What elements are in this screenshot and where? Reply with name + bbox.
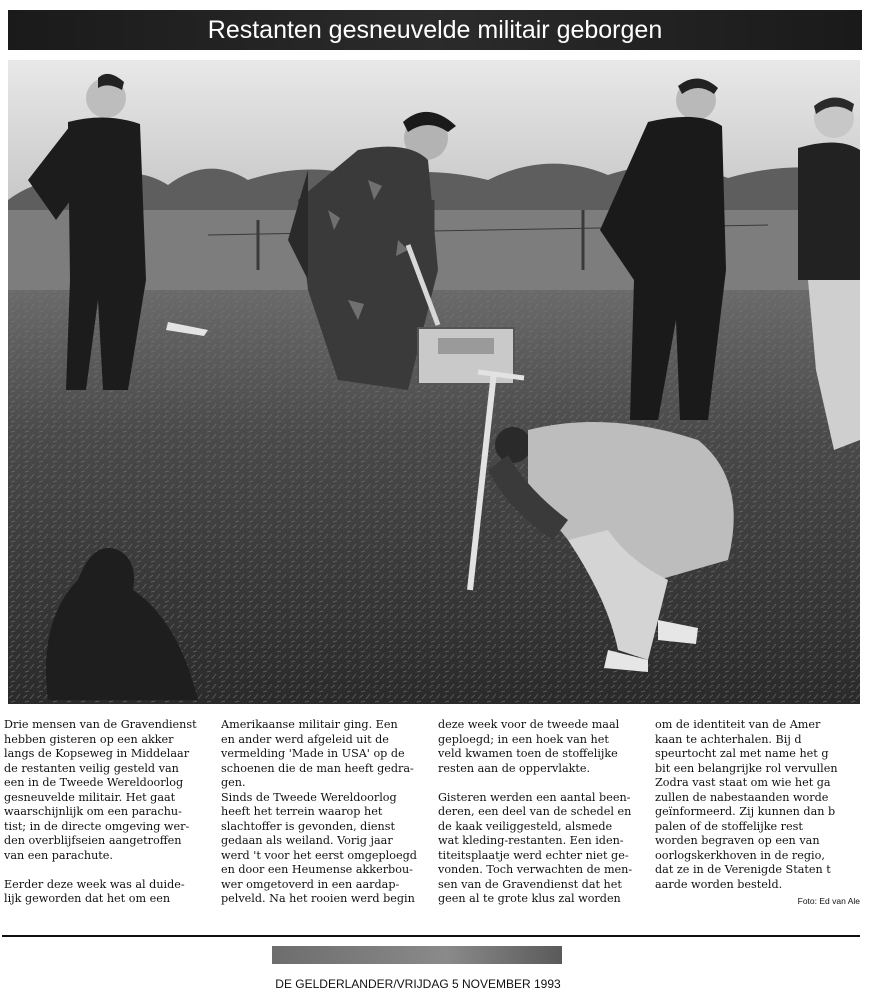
text-line: aarde worden besteld. <box>655 877 783 891</box>
text-line: een in de Tweede Wereldoorlog <box>4 776 184 789</box>
text-line: om de identiteit van de Amer <box>655 718 821 731</box>
text-line: kaan te achterhalen. Bij d <box>655 732 802 746</box>
text-line: Zodra vast staat om wie het ga <box>655 776 831 789</box>
publication-line: DE GELDERLANDER/VRIJDAG 5 NOVEMBER 1993 <box>275 977 561 991</box>
article-column-1 <box>4 718 209 928</box>
text-line: en ander werd afgeleid uit de <box>221 732 389 746</box>
text-line: langs de Kopseweg in Middelaar <box>4 747 190 760</box>
text-line: deze week voor de tweede maal <box>438 718 620 731</box>
text-line: veld kwamen toen de stoffelijke <box>438 747 618 760</box>
text-line: zullen de nabestaanden worde <box>655 790 829 804</box>
text-line: Drie mensen van de Gravendienst <box>4 718 197 731</box>
text-line: vonden. Toch verwachten de men- <box>438 863 633 876</box>
text-line: schoenen die de man heeft gedra- <box>221 761 414 775</box>
text-line: gedaan als weiland. Vorig jaar <box>221 834 393 847</box>
text-line: oorlogskerkhoven in de regio, <box>655 848 825 862</box>
text-line: wer omgetoverd in een aardap- <box>221 877 400 891</box>
text-line: pelveld. Na het rooien werd begin <box>221 892 415 905</box>
text-line: Sinds de Tweede Wereldoorlog <box>221 790 397 804</box>
text-line: deren, een deel van de schedel en <box>438 805 632 818</box>
text-line: de restanten veilig gesteld van <box>4 761 179 775</box>
text-line: bit een belangrijke rol vervullen <box>655 761 838 775</box>
text-line: wat kleding-restanten. Een iden- <box>438 834 624 847</box>
footer-bar <box>272 946 562 964</box>
text-line: hebben gisteren op een akker <box>4 732 174 746</box>
text-line: heeft het terrein waarop het <box>221 805 383 818</box>
text-line: Eerder deze week was al duide- <box>4 877 185 891</box>
paragraph-gap <box>4 863 209 878</box>
article-column-3 <box>438 718 643 928</box>
text-line: dat ze in de Verenigde Staten t <box>655 863 831 876</box>
text-line: slachtoffer is gevonden, dienst <box>221 819 395 833</box>
text-line: speurtocht zal met name het g <box>655 747 829 760</box>
text-line: worden begraven op een van <box>655 834 820 847</box>
text-line: van een parachute. <box>4 848 113 862</box>
news-photo <box>8 60 860 704</box>
text-line: palen of de stoffelijke rest <box>655 819 803 833</box>
headline-banner <box>8 10 862 50</box>
photo-credit: Foto: Ed van Ale <box>797 896 860 906</box>
article-column-2 <box>221 718 426 928</box>
article-body <box>4 718 862 928</box>
article-column-4 <box>655 718 860 928</box>
text-line: vermelding 'Made in USA' op de <box>221 747 405 760</box>
text-line: geploegd; in een hoek van het <box>438 732 609 746</box>
text-line: titeitsplaatje werd echter niet ge- <box>438 848 629 862</box>
divider <box>2 935 860 937</box>
headline: Restanten gesneuvelde militair geborgen <box>207 15 663 44</box>
text-line: Gisteren werden een aantal been- <box>438 790 631 804</box>
text-line: lijk geworden dat het om een <box>4 892 171 905</box>
text-line: den overblijfseien aangetroffen <box>4 834 182 847</box>
text-line: en door een Heumense akkerbou- <box>221 863 413 876</box>
text-line: de kaak veiliggesteld, alsmede <box>438 819 613 833</box>
text-line: tist; in de directe omgeving wer- <box>4 819 190 833</box>
text-line: geïnformeerd. Zij kunnen dan b <box>655 805 836 818</box>
text-line: sen van de Gravendienst dat het <box>438 877 622 891</box>
paragraph-gap <box>438 776 643 791</box>
text-line: geen al te grote klus zal worden <box>438 892 621 905</box>
photo-illustration <box>8 60 860 704</box>
text-line: waarschijnlijk om een parachu- <box>4 805 182 818</box>
text-line: gesneuvelde militair. Het gaat <box>4 790 176 804</box>
text-line: werd 't voor het eerst omgeploegd <box>221 848 417 862</box>
text-line: resten aan de oppervlakte. <box>438 761 591 775</box>
text-line: Amerikaanse militair ging. Een <box>221 718 398 731</box>
text-line: gen. <box>221 776 246 789</box>
